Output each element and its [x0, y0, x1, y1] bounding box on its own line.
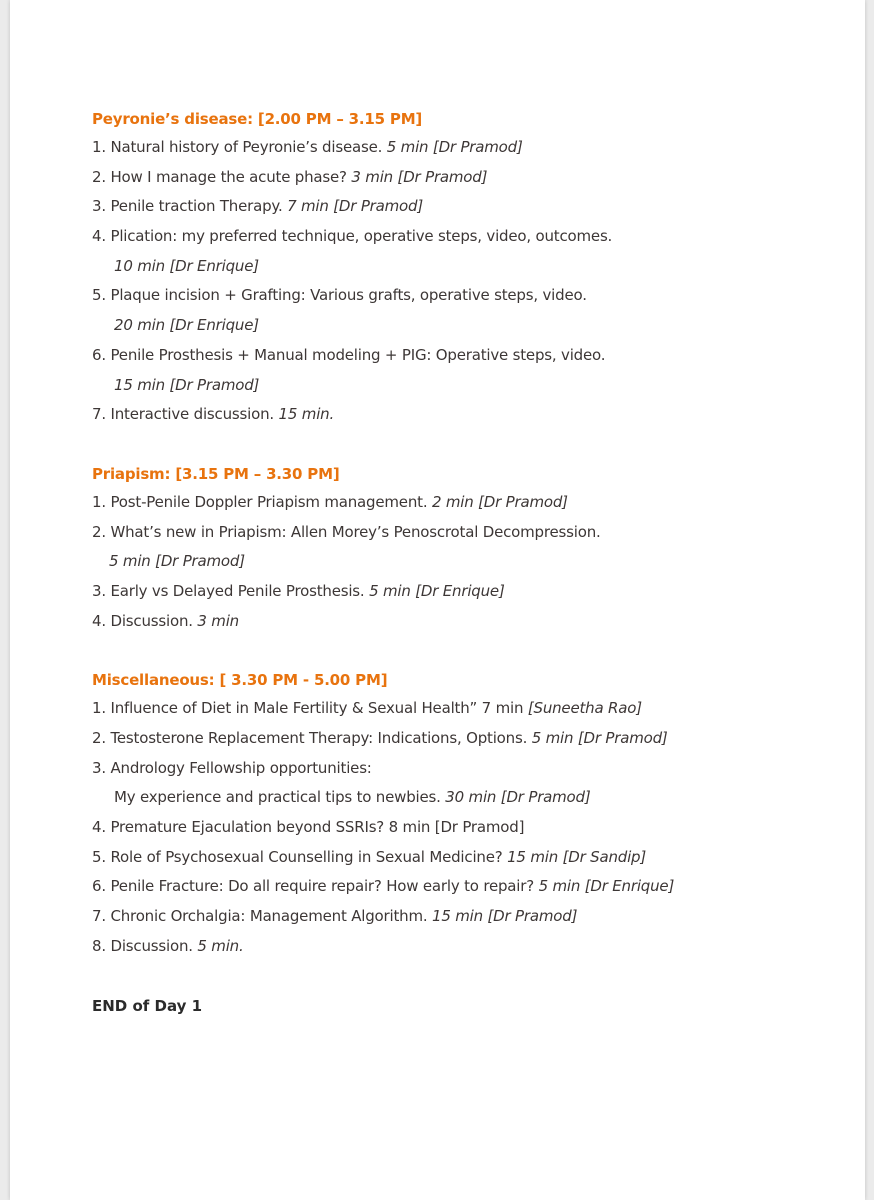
agenda-item: 1. Post-Penile Doppler Priapism management. 2 min [Dr Pramod]	[92, 492, 568, 511]
agenda-item-continuation: 20 min [Dr Enrique]	[114, 316, 259, 335]
agenda-content	[92, 105, 852, 1020]
agenda-item: 6. Penile Fracture: Do all require repair? How early to repair? 5 min [Dr Enrique]	[92, 877, 675, 896]
agenda-item: 2. How I manage the acute phase? 3 min [Dr Pramod]	[92, 167, 488, 186]
section-heading: Peyronie’s disease: [2.00 PM – 3.15 PM]	[92, 110, 423, 128]
document-page	[10, 0, 865, 1200]
agenda-item: 2. What’s new in Priapism: Allen Morey’s Penoscrotal Decompression.	[92, 522, 601, 541]
agenda-item: 1. Natural history of Peyronie’s disease. 5 min [Dr Pramod]	[92, 138, 523, 156]
agenda-item: 7. Interactive discussion. 15 min.	[92, 405, 335, 424]
agenda-item: 3. Early vs Delayed Penile Prosthesis. 5 min [Dr Enrique]	[92, 581, 505, 600]
agenda-item-continuation: 15 min [Dr Pramod]	[114, 375, 260, 394]
section-priapism	[92, 460, 852, 636]
end-of-day-label: END of Day 1	[92, 996, 203, 1015]
agenda-item: 6. Penile Prosthesis + Manual modeling + PIG: Operative steps, video.	[92, 345, 606, 364]
section-peyronies-disease	[92, 105, 852, 430]
agenda-item: 8. Discussion. 5 min.	[92, 936, 244, 955]
agenda-item: 5. Role of Psychosexual Counselling in Sexual Medicine? 15 min [Dr Sandip]	[92, 847, 647, 866]
agenda-item: 5. Plaque incision + Grafting: Various grafts, operative steps, video.	[92, 286, 587, 305]
agenda-item: 1. Influence of Diet in Male Fertility & Sexual Health” 7 min [Suneetha Rao]	[92, 699, 642, 718]
agenda-item-continuation: 5 min [Dr Pramod]	[109, 552, 245, 571]
agenda-item: 3. Andrology Fellowship opportunities:	[92, 758, 372, 777]
section-miscellaneous	[92, 666, 852, 961]
agenda-item: 3. Penile traction Therapy. 7 min [Dr Pramod]	[92, 197, 423, 216]
section-heading: Priapism: [3.15 PM – 3.30 PM]	[92, 464, 340, 483]
agenda-item: 2. Testosterone Replacement Therapy: Indications, Options. 5 min [Dr Pramod]	[92, 729, 668, 747]
section-heading: Miscellaneous: [ 3.30 PM - 5.00 PM]	[92, 671, 388, 690]
agenda-item: 4. Plication: my preferred technique, operative steps, video, outcomes.	[92, 227, 613, 246]
agenda-item: 4. Discussion. 3 min	[92, 611, 239, 630]
agenda-item-continuation: 10 min [Dr Enrique]	[114, 256, 259, 275]
agenda-item-continuation: My experience and practical tips to newbies. 30 min [Dr Pramod]	[114, 788, 591, 807]
agenda-item: 7. Chronic Orchalgia: Management Algorithm. 15 min [Dr Pramod]	[92, 907, 578, 926]
agenda-item: 4. Premature Ejaculation beyond SSRIs? 8 min [Dr Pramod]	[92, 818, 525, 837]
